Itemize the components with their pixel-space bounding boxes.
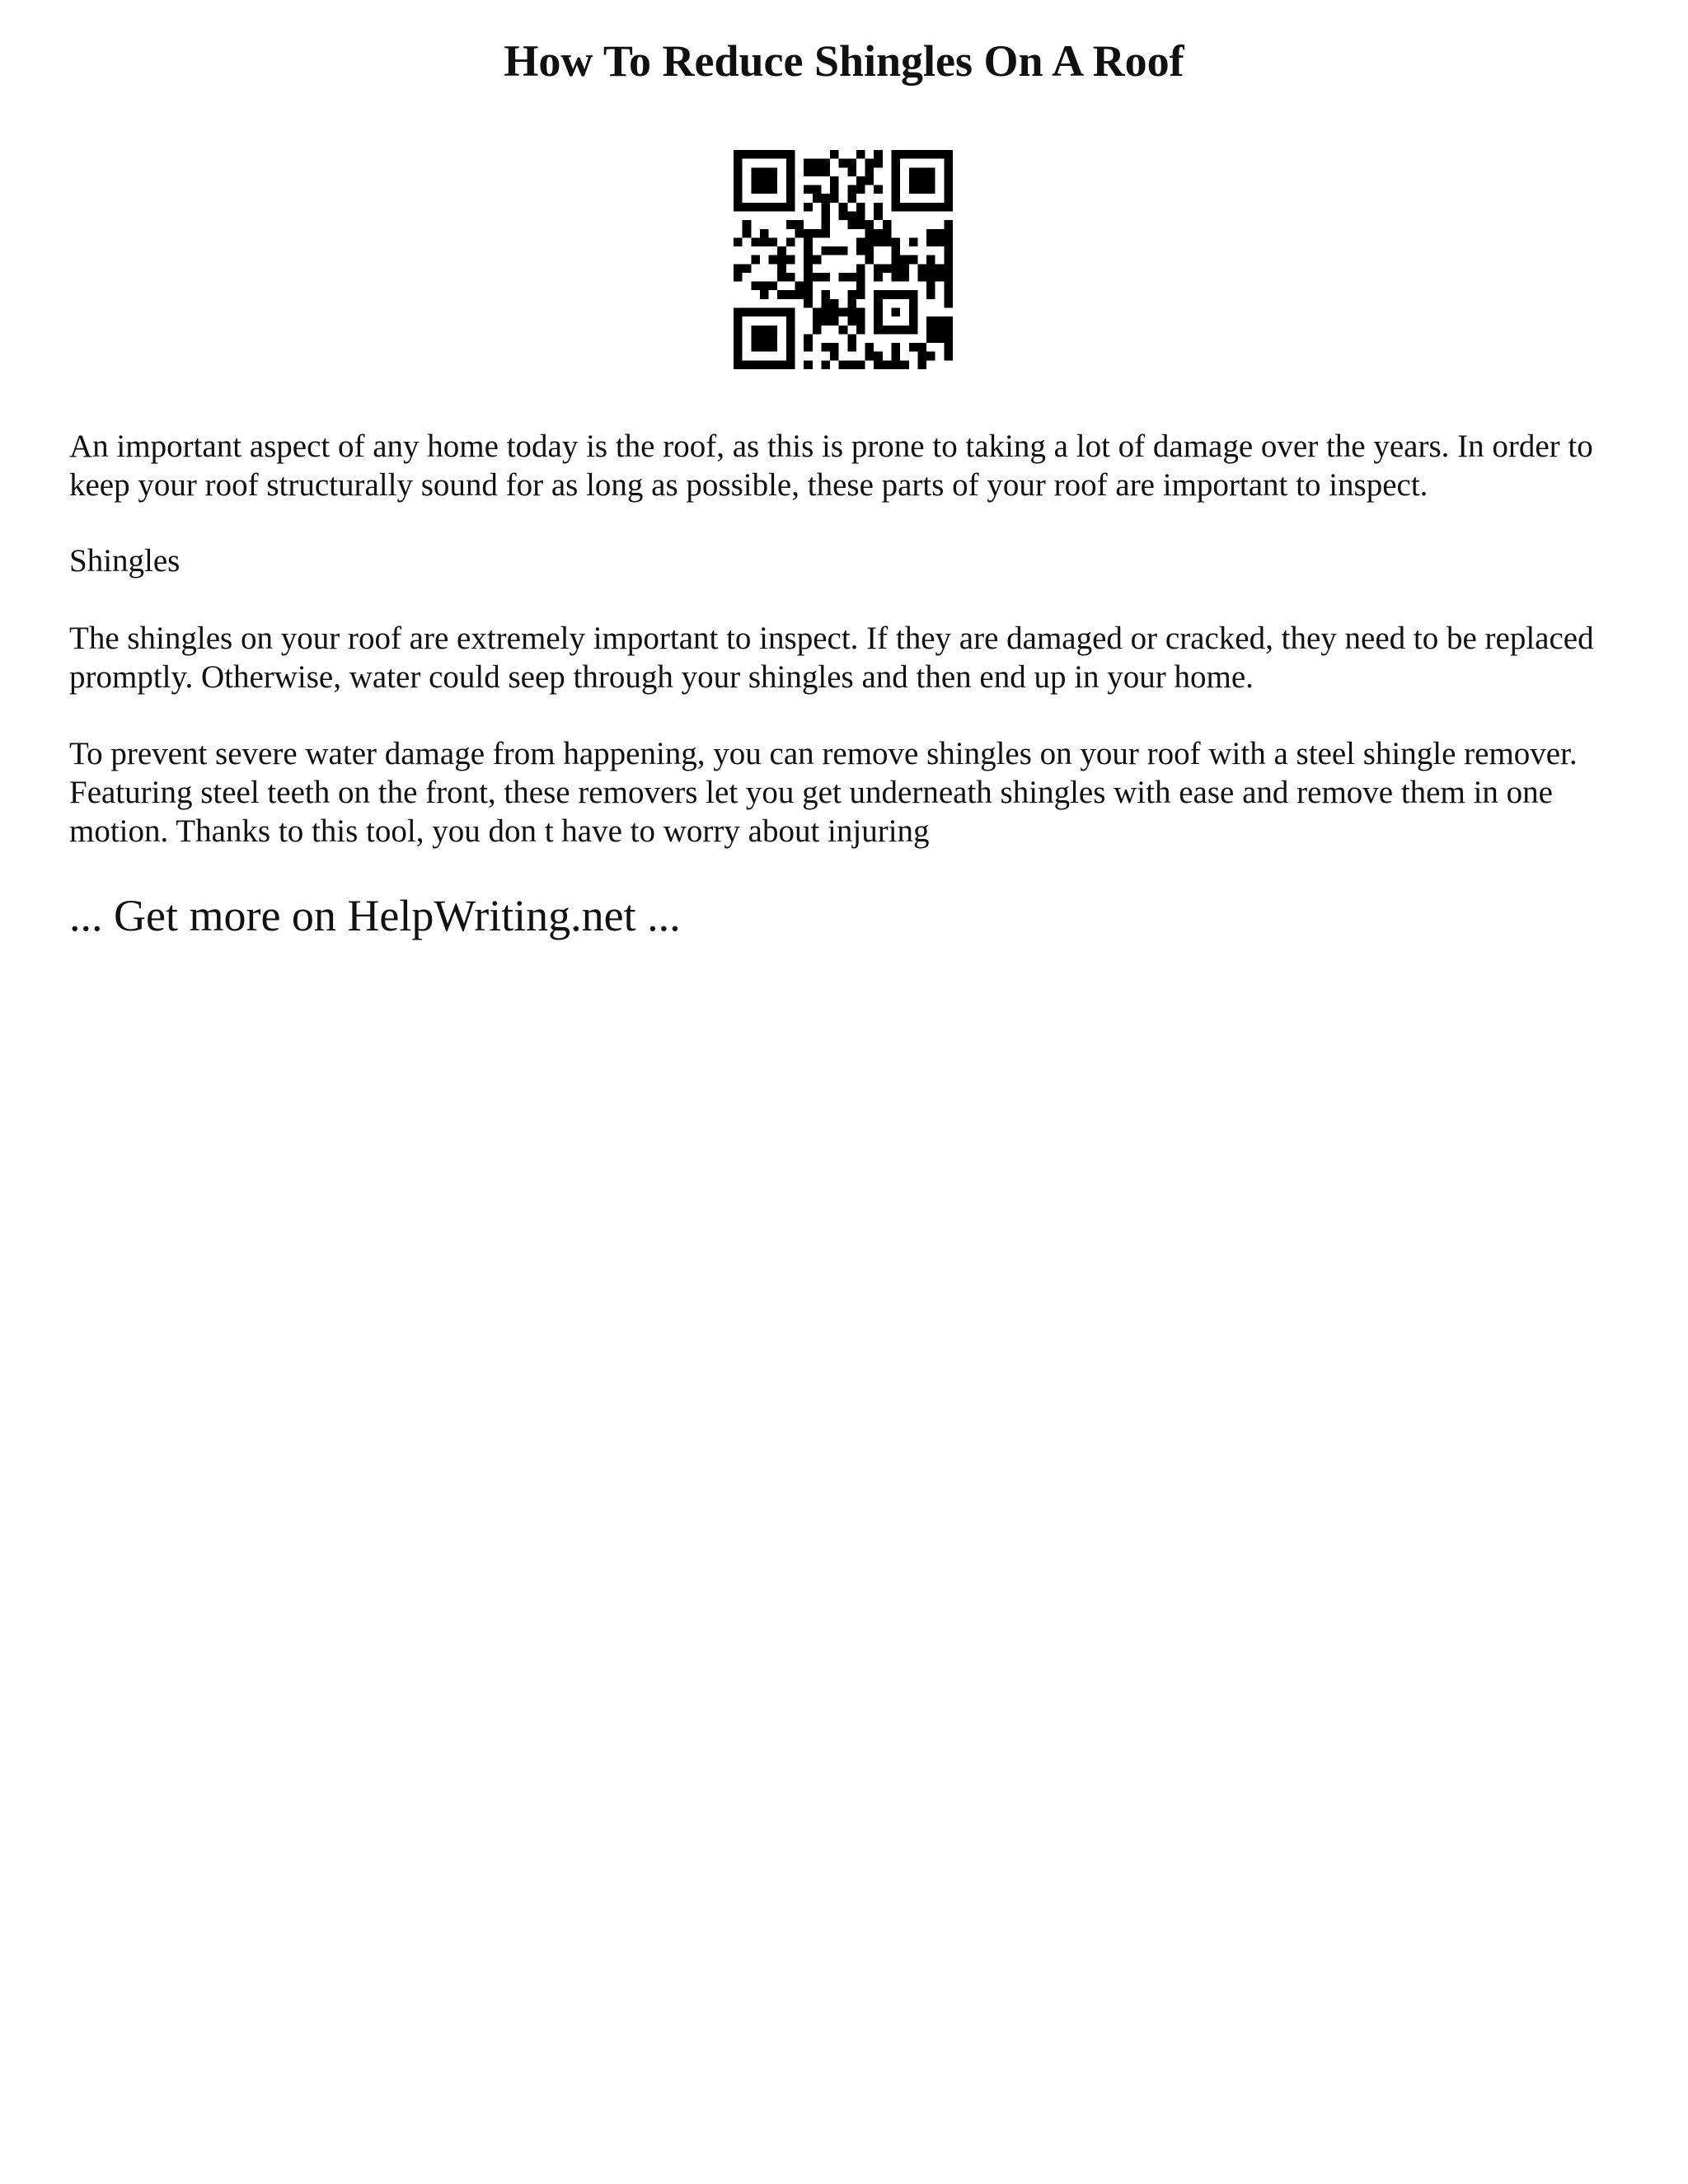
paragraph-prevention: To prevent severe water damage from happening, you can remove shingles on your roof with a steel shingle remover. Featuring steel teeth on the front, these removers let you get underneath shingles with ease and remove them in one motion. Thanks to this tool, you don t have to worry about injuring: [69, 736, 1578, 849]
page-title: How To Reduce Shingles On A Roof: [504, 36, 1184, 86]
paragraph-intro: An important aspect of any home today is the roof, as this is prone to taking a lot of damage over the years. In order to keep your roof structurally sound for as long as possible, these parts of your roof are important to inspect.: [69, 429, 1593, 503]
qr-code-icon: [734, 150, 953, 369]
section-heading-shingles: Shingles: [69, 543, 181, 579]
get-more-link[interactable]: ... Get more on HelpWriting.net ...: [69, 891, 681, 940]
paragraph-shingles: The shingles on your roof are extremely important to inspect. If they are damaged or cracked, they need to be replaced promptly. Otherwise, water could seep through your shingles and then end up in your home.: [69, 621, 1594, 695]
